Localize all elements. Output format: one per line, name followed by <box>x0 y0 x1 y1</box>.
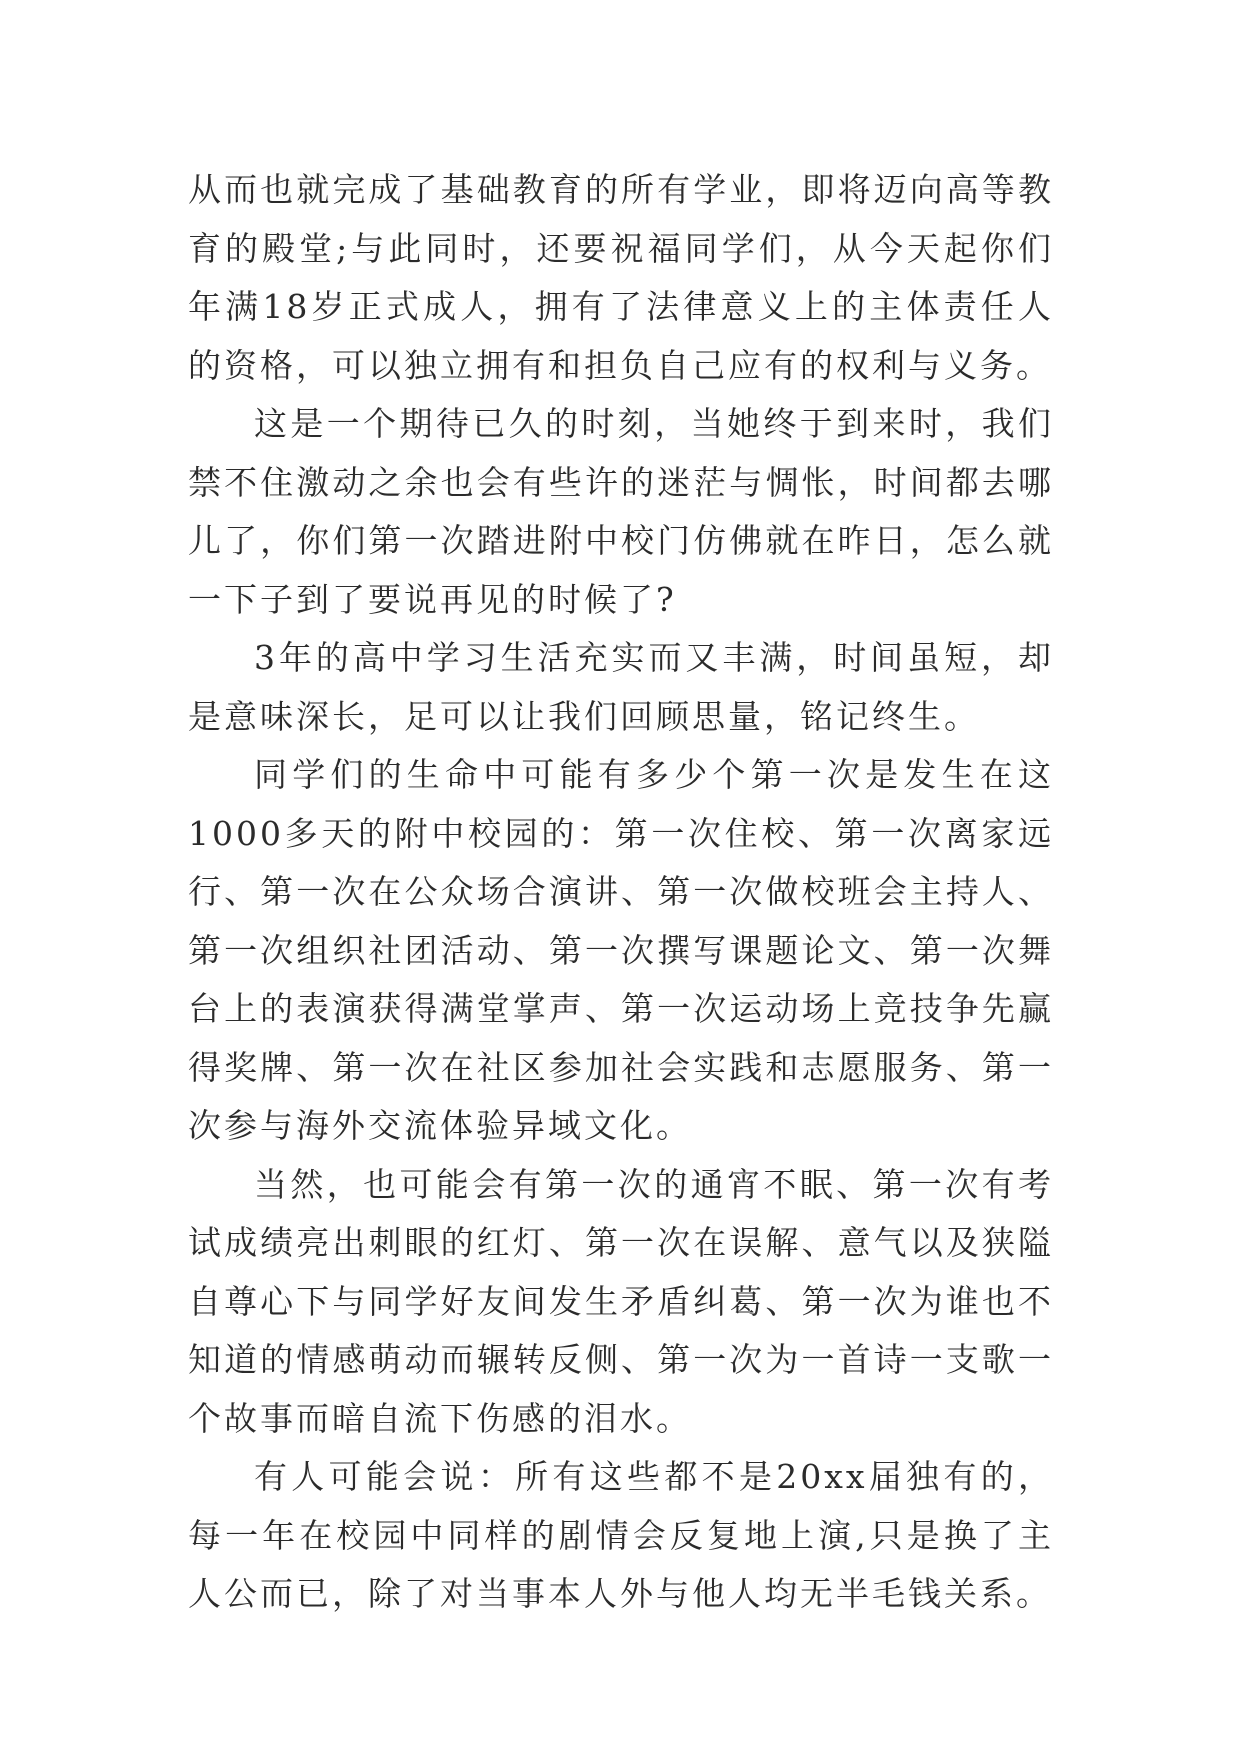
paragraph-4: 同学们的生命中可能有多少个第一次是发生在这1000多天的附中校园的：第一次住校、第一次离家远行、第一次在公众场合演讲、第一次做校班会主持人、第一次组织社团活动、第一次撰写课题论文、第一次舞台上的表演获得满堂掌声、第一次运动场上竞技争先赢得奖牌、第一次在社区参加社会实践和志愿服务、第一次参与海外交流体验异域文化。 <box>188 755 1054 1145</box>
paragraph-6: 有人可能会说：所有这些都不是20xx届独有的，每一年在校园中同样的剧情会反复地上演,只是换了主人公而已，除了对当事本人外与他人均无半毛钱关系。 <box>188 1457 1054 1613</box>
document-body <box>188 161 1054 1624</box>
paragraph-1: 从而也就完成了基础教育的所有学业，即将迈向高等教育的殿堂;与此同时，还要祝福同学们，从今天起你们年满18岁正式成人，拥有了法律意义上的主体责任人的资格，可以独立拥有和担负自己应有的权利与义务。 <box>188 170 1054 385</box>
paragraph-2: 这是一个期待已久的时刻，当她终于到来时，我们禁不住激动之余也会有些许的迷茫与惆怅，时间都去哪儿了，你们第一次踏进附中校门仿佛就在昨日，怎么就一下子到了要说再见的时候了? <box>188 404 1054 619</box>
paragraph-3: 3年的高中学习生活充实而又丰满，时间虽短，却是意味深长，足可以让我们回顾思量，铭记终生。 <box>188 638 1054 736</box>
paragraph-5: 当然，也可能会有第一次的通宵不眠、第一次有考试成绩亮出刺眼的红灯、第一次在误解、意气以及狭隘自尊心下与同学好友间发生矛盾纠葛、第一次为谁也不知道的情感萌动而辗转反侧、第一次为一首诗一支歌一个故事而暗自流下伤感的泪水。 <box>188 1164 1054 1438</box>
